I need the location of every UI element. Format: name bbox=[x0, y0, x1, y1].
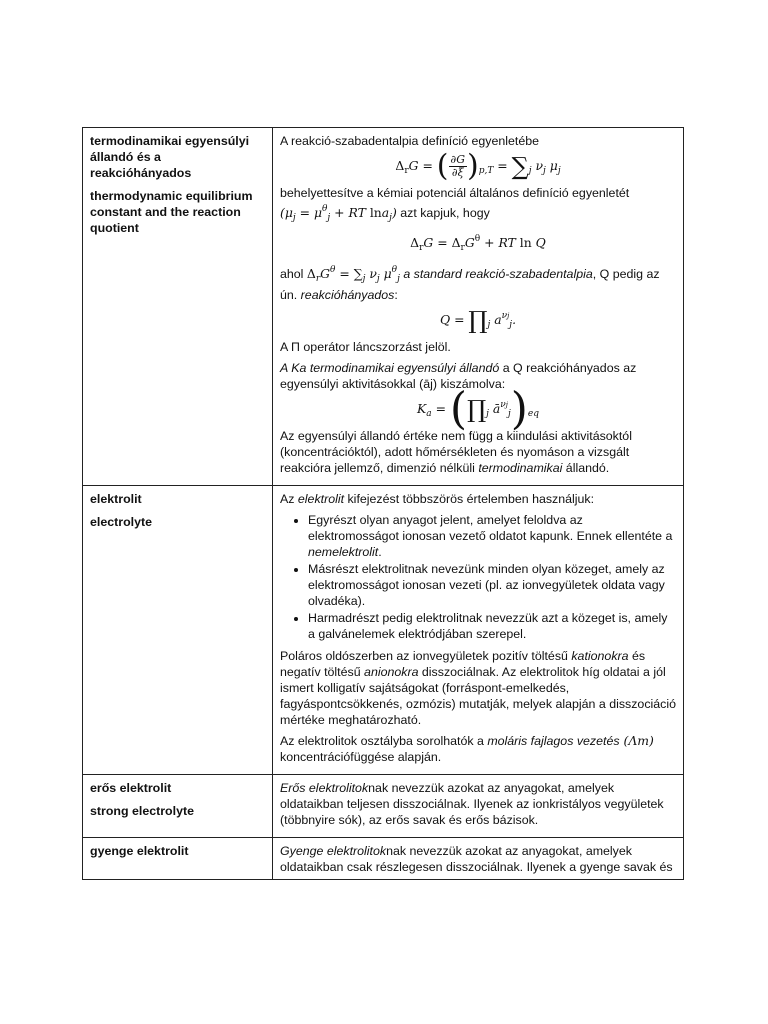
table-row bbox=[83, 775, 684, 838]
equation-gibbs-quotient: $\Delta_rG = \Delta_rG^\theta$ + RT ln Q bbox=[410, 234, 546, 253]
definition-paragraph: Az elektrolitok osztályba sorolhatók a moláris fajlagos vezetés (Λm) koncentrációfüggése alapján. bbox=[280, 733, 654, 764]
term-hungarian: gyenge elektrolit bbox=[90, 844, 189, 858]
list-item: • Egyrészt olyan anyagot jelent, amelyet feloldva az elektromosságot ionosan vezető oldatot kapunk. Ennek ellentéte a nemelektrolit. bbox=[308, 512, 676, 560]
term-english: thermodynamic equilibrium constant and the reaction quotient bbox=[90, 189, 253, 235]
definition-paragraph: Gyenge elektrolitoknak nevezzük azokat az anyagokat, amelyek oldataikban csak részlegesen disszociálnak. Ilyenek a gyenge savak és bbox=[280, 844, 673, 874]
glossary-table bbox=[82, 127, 684, 880]
chemical-potential-formula: ($\mu_j = \mu^\theta_j$ + RT lna$_j$) bbox=[280, 204, 397, 223]
definition-paragraph: A Π operátor láncszorzást jelöl. bbox=[280, 340, 451, 354]
equation-reaction-quotient: $Q = \prod_j$ $a^{\nu j}_j$. bbox=[439, 306, 517, 335]
equation-reaction-gibbs: $\Delta_rG$ = ( $\frac{\partial G}{\partial\xi}$ )$_{p,T} = \sum_j$ $\nu_j$ $\mu_j$ bbox=[395, 148, 561, 184]
term-cell bbox=[83, 838, 273, 880]
list-item: • Harmadrészt pedig elektrolitnak nevezzük azt a közeget is, amely a galvánelemek elektródjában szerepel. bbox=[308, 610, 676, 642]
list-item: • Másrészt elektrolitnak nevezünk minden olyan közeget, amely az elektromosságot ionosan vezeti (pl. az ionvegyületek oldata vagy olvadéka). bbox=[308, 561, 676, 609]
definition-paragraph: A reakció-szabadentalpia definíció egyenletébe bbox=[280, 134, 540, 148]
term-english: strong electrolyte bbox=[90, 804, 194, 818]
table-row bbox=[83, 838, 684, 880]
definition-paragraph: Az elektrolit kifejezést többszörös értelemben használjuk: bbox=[280, 492, 595, 506]
definition-cell bbox=[273, 486, 684, 775]
definition-paragraph: ahol $\Delta_rG^\theta = \sum_j$ $\nu_j$ $\mu^\theta_j$ a standard reakció-szabadentalpia, Q pedig az ún. reakcióhányados: bbox=[280, 265, 660, 302]
term-english: electrolyte bbox=[90, 515, 152, 529]
table-row bbox=[83, 128, 684, 486]
definition-paragraph: Erős elektrolitoknak nevezzük azokat az anyagokat, amelyek oldataikban teljesen disszociálnak. Ilyenek az ionkristályos vegyületek (többnyire sók), az erős savak és erős bázisok. bbox=[280, 781, 664, 827]
definition-cell bbox=[273, 128, 684, 486]
term-cell bbox=[83, 486, 273, 775]
table-row bbox=[83, 486, 684, 775]
equation-equilibrium-constant: $K_a$ = ($\prod_j$ $ā^{\nu j}_j)_{eq}$ bbox=[416, 383, 540, 435]
definition-paragraph: behelyettesítve a kémiai potenciál általános definíció egyenletét ($\mu_j = \mu^\theta_j$ + RT lna$_j$) azt kapjuk, hogy bbox=[280, 186, 630, 223]
term-hungarian: elektrolit bbox=[90, 492, 142, 506]
standard-gibbs-formula: $\Delta_rG^\theta = \sum_j$ $\nu_j$ $\mu^\theta_j$ bbox=[306, 265, 400, 284]
definition-paragraph: A Ka termodinamikai egyensúlyi állandó a Q reakcióhányados az egyensúlyi aktivitásokkal (āj) kiszámolva: bbox=[280, 361, 637, 391]
term-cell bbox=[83, 128, 273, 486]
bullet-list bbox=[280, 512, 676, 642]
term-hungarian: erős elektrolit bbox=[90, 781, 172, 795]
definition-paragraph: Poláros oldószerben az ionvegyületek pozitív töltésű kationokra és negatív töltésű anionokra disszociálnak. Az elektrolitok híg oldatai a jól ismert kolligatív sajátságokat (forráspont-emelkedés, fagyáspontcsökkenés, ozmózis) mutatják, melyek alapján a disszociáció mértéke meghatározható. bbox=[280, 649, 676, 727]
definition-cell bbox=[273, 838, 684, 880]
definition-cell bbox=[273, 775, 684, 838]
term-hungarian: termodinamikai egyensúlyi állandó és a reakcióhányados bbox=[90, 134, 250, 180]
definition-paragraph: Az egyensúlyi állandó értéke nem függ a kiindulási aktivitásoktól (koncentrációktól), adott hőmérsékleten és nyomáson a vizsgált reakcióra jellemző, dimenzió nélküli termodinamikai állandó. bbox=[280, 429, 632, 475]
term-cell bbox=[83, 775, 273, 838]
